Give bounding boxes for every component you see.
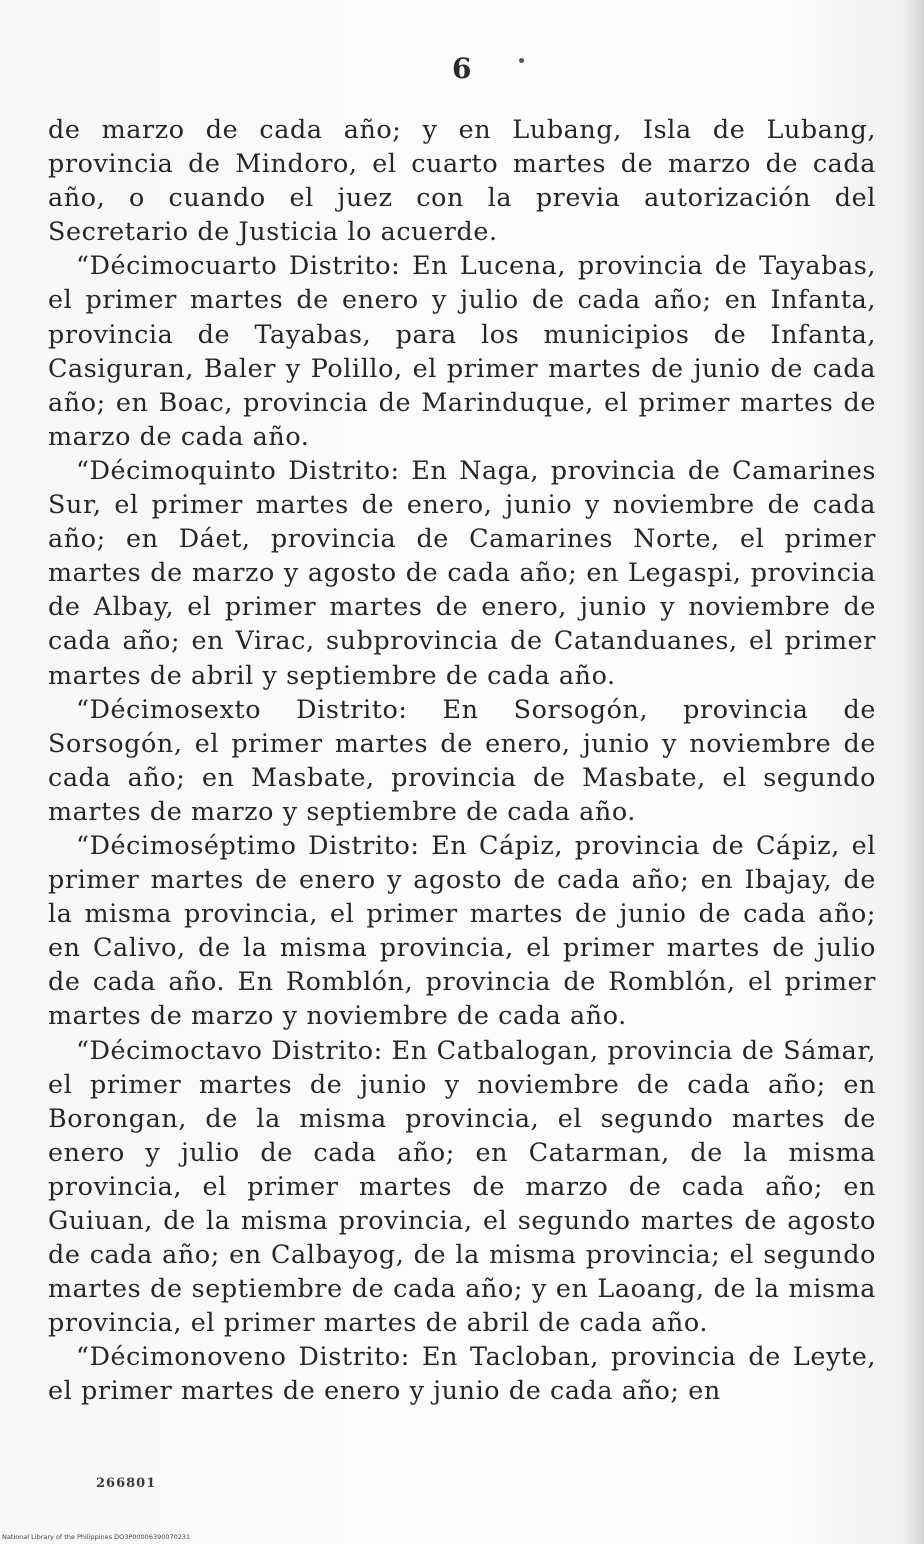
print-speck <box>519 58 524 63</box>
body-text <box>48 112 876 1408</box>
paragraph-decimosexto-distrito: “Décimosexto Distrito: En Sorsogón, provincia de Sorsogón, el primer martes de enero, junio y noviembre de cada año; en Masbate, provincia de Masbate, el segundo martes de marzo y septiembre de cada año. <box>48 693 876 826</box>
paragraph-decimoquinto-distrito: “Décimoquinto Distrito: En Naga, provincia de Camarines Sur, el primer martes de enero, junio y noviembre de cada año; en Dáet, provincia de Camarines Norte, el primer martes de marzo y agosto de cada año; en Legaspi, provincia de Albay, el primer martes de enero, junio y noviembre de cada año; en Virac, subprovincia de Catanduanes, el primer martes de abril y septiembre de cada año. <box>48 454 876 690</box>
paragraph-decimocuarto-distrito: “Décimocuarto Distrito: En Lucena, provincia de Tayabas, el primer martes de enero y julio de cada año; en Infanta, provincia de Tayabas, para los municipios de Infanta, Casiguran, Baler y Polillo, el primer martes de junio de cada año; en Boac, provincia de Marinduque, el primer martes de marzo de cada año. <box>48 250 876 451</box>
page-edge-shadow <box>902 0 924 1544</box>
paragraph-continuation: de marzo de cada año; y en Lubang, Isla de Lubang, provincia de Mindoro, el cuarto martes de marzo de cada año, o cuando el juez con la previa autorización del Secretario de Justicia lo acuerde. <box>48 114 876 247</box>
paragraph-decimonoveno-distrito: “Décimonoveno Distrito: En Tacloban, provincia de Leyte, el primer martes de enero y junio de cada año; en <box>48 1341 876 1406</box>
paragraph-decimoctavo-distrito: “Décimoctavo Distrito: En Catbalogan, provincia de Sámar, el primer martes de junio y noviembre de cada año; en Borongan, de la misma provincia, el segundo martes de enero y julio de cada año; en Catarman, de la misma provincia, el primer martes de marzo de cada año; en Guiuan, de la misma provincia, el segundo martes de agosto de cada año; en Calbayog, de la misma provincia; el segundo martes de septiembre de cada año; y en Laoang, de la misma provincia, el primer martes de abril de cada año. <box>48 1034 876 1338</box>
paragraph-decimoseptimo-distrito: “Décimoséptimo Distrito: En Cápiz, provincia de Cápiz, el primer martes de enero y agosto de cada año; en Ibajay, de la misma provincia, el primer martes de junio de cada año; en Calivo, de la misma provincia, el primer martes de julio de cada año. En Romblón, provincia de Romblón, el primer martes de marzo y noviembre de cada año. <box>48 829 876 1031</box>
scan-source-caption: National Library of the Philippines DO3P00006390070231 <box>2 1533 191 1541</box>
printer-signature-code: 266801 <box>96 1476 157 1491</box>
page-number: 6 <box>452 52 472 85</box>
